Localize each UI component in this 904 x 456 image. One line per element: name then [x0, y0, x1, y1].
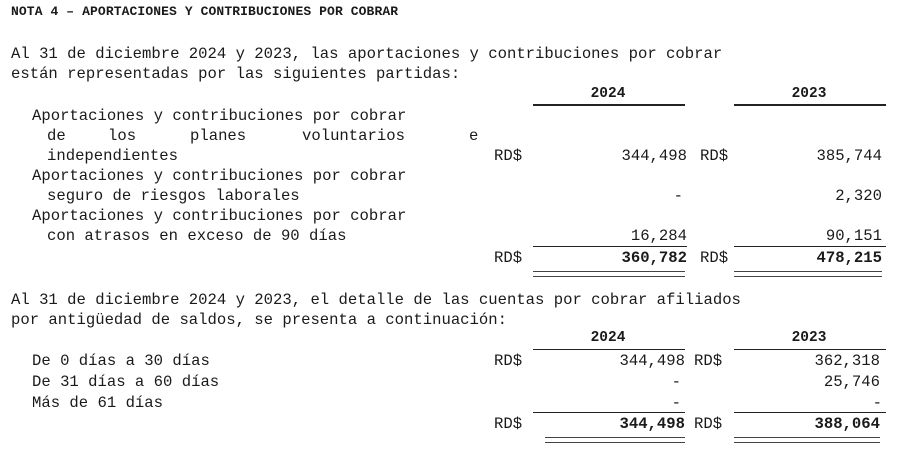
- section2-double-underline-2024: [545, 437, 685, 443]
- row1-value-2023: 385,744: [816, 147, 882, 165]
- aging-row3-value-2024: -: [671, 394, 681, 412]
- section2-header-underline-2024: [533, 349, 685, 350]
- aging-row1-currency-2024: RD$: [494, 352, 523, 370]
- aging-row2-label: De 31 días a 60 días: [32, 373, 220, 391]
- section1-header-2023: 2023: [791, 86, 827, 102]
- section2-total-currency-2023: RD$: [694, 415, 723, 433]
- section2-header-2024: 2024: [590, 330, 626, 346]
- section1-total-2023: 478,215: [816, 249, 882, 267]
- row1-label-word2: los: [108, 127, 137, 145]
- section1-header-2024: 2024: [590, 86, 626, 102]
- row2-value-2024: -: [673, 187, 683, 205]
- section2-subtotal-rule-2023: [734, 412, 886, 413]
- aging-row2-value-2024: -: [671, 373, 681, 391]
- row1-label-line1: Aportaciones y contribuciones por cobrar: [32, 107, 407, 125]
- section2-subtotal-rule-2024: [533, 412, 685, 413]
- row2-value-2023: 2,320: [835, 187, 882, 205]
- section1-intro-line2: están representadas por las siguientes partidas:: [11, 65, 461, 83]
- section1-intro-line1: Al 31 de diciembre 2024 y 2023, las aportaciones y contribuciones por cobrar: [11, 45, 723, 63]
- aging-row1-value-2024: 344,498: [619, 352, 685, 370]
- aging-row1-label: De 0 días a 30 días: [32, 352, 210, 370]
- section1-subtotal-rule-2023: [734, 246, 886, 247]
- section2-double-underline-2023: [734, 437, 880, 443]
- row3-value-2024: 16,284: [630, 227, 687, 245]
- aging-row3-value-2023: -: [872, 394, 882, 412]
- section1-subtotal-rule-2024: [533, 246, 687, 247]
- section2-header-underline-2023: [734, 349, 886, 350]
- row1-value-2024: 344,498: [621, 147, 687, 165]
- section1-total-currency-2024: RD$: [494, 249, 523, 267]
- row1-label-word5: e: [469, 127, 479, 145]
- section2-total-currency-2024: RD$: [494, 415, 523, 433]
- row1-currency-2023: RD$: [700, 147, 729, 165]
- section2-total-2024: 344,498: [619, 415, 685, 433]
- row1-label-line3: independientes: [47, 147, 179, 165]
- section1-header-underline-2023: [734, 104, 886, 106]
- aging-row3-label: Más de 61 días: [32, 394, 164, 412]
- row2-label-line2: seguro de riesgos laborales: [47, 187, 300, 205]
- note-title: NOTA 4 – APORTACIONES Y CONTRIBUCIONES POR COBRAR: [11, 4, 399, 19]
- aging-row1-value-2023: 362,318: [814, 352, 880, 370]
- row1-label-word4: voluntarios: [302, 127, 405, 145]
- row3-label-line1: Aportaciones y contribuciones por cobrar: [32, 207, 407, 225]
- section1-total-currency-2023: RD$: [700, 249, 729, 267]
- row1-label-word3: planes: [190, 127, 247, 145]
- row3-value-2023: 90,151: [825, 227, 882, 245]
- section2-total-2023: 388,064: [814, 415, 880, 433]
- row1-label-word1: de: [47, 127, 66, 145]
- section2-intro-line1: Al 31 de diciembre 2024 y 2023, el detalle de las cuentas por cobrar afiliados: [11, 291, 741, 309]
- row3-label-line2: con atrasos en exceso de 90 días: [47, 227, 347, 245]
- section1-total-2024: 360,782: [621, 249, 687, 267]
- aging-row2-value-2023: 25,746: [823, 373, 880, 391]
- aging-row1-currency-2023: RD$: [694, 352, 723, 370]
- row1-currency-2024: RD$: [494, 147, 523, 165]
- section1-header-underline-2024: [533, 104, 685, 106]
- section2-header-2023: 2023: [791, 330, 827, 346]
- row2-label-line1: Aportaciones y contribuciones por cobrar: [32, 167, 407, 185]
- section2-intro-line2: por antigüedad de saldos, se presenta a continuación:: [11, 311, 507, 329]
- section1-double-underline-2024: [533, 271, 685, 277]
- section1-double-underline-2023: [734, 271, 882, 277]
